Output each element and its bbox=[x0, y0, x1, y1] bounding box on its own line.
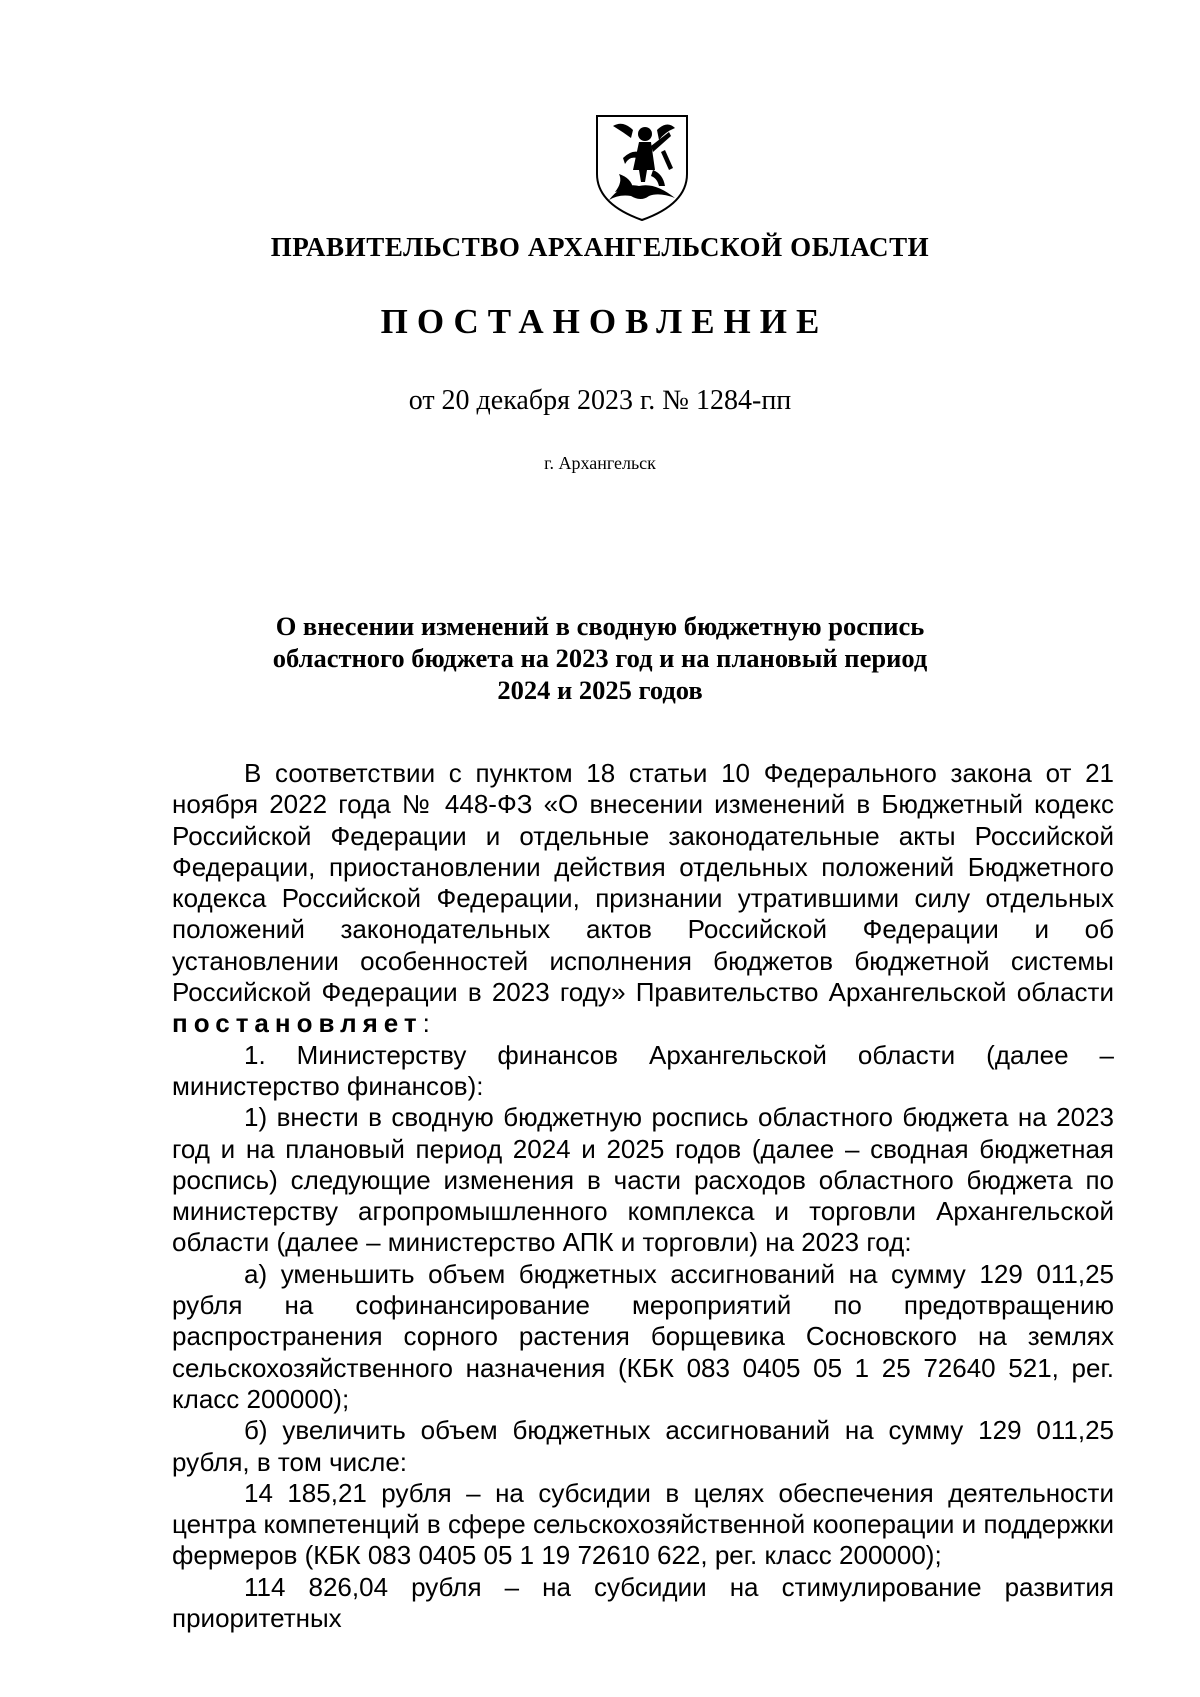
paragraph-item-1: 1. Министерству финансов Архангельской области (далее – министерство финансов): bbox=[172, 1039, 1114, 1101]
decree-colon: : bbox=[422, 1008, 430, 1039]
document-subject bbox=[150, 610, 1050, 706]
paragraph-item-1-1: 1) внести в сводную бюджетную роспись областного бюджета на 2023 год и на плановый период 2024 и 2025 годов (далее – сводная бюджетная роспись) следующие изменения в части расходов областного бюджета по министерству агропромышленного комплекса и торговли Архангельской области (далее – министерство АПК и торговли) на 2023 год: bbox=[172, 1102, 1114, 1258]
subject-line: О внесении изменений в сводную бюджетную роспись bbox=[275, 611, 925, 641]
decree-word: постановляет bbox=[172, 1008, 423, 1039]
document-body bbox=[172, 758, 1114, 1634]
subject-line: 2024 и 2025 годов bbox=[497, 675, 703, 705]
document-city: г. Архангельск bbox=[544, 453, 656, 473]
government-name: ПРАВИТЕЛЬСТВО АРХАНГЕЛЬСКОЙ ОБЛАСТИ bbox=[270, 232, 930, 262]
document-type: ПОСТАНОВЛЕНИЕ bbox=[380, 302, 829, 341]
paragraph-item-b-2: 114 826,04 рубля – на субсидии на стимулирование развития приоритетных bbox=[172, 1571, 1114, 1634]
document-date-number: от 20 декабря 2023 г. № 1284-пп bbox=[408, 385, 792, 416]
paragraph-item-b: б) увеличить объем бюджетных ассигнований на сумму 129 011,25 рубля, в том числе: bbox=[172, 1415, 1114, 1477]
coat-of-arms-icon bbox=[593, 112, 691, 224]
preamble-paragraph bbox=[172, 758, 1114, 1040]
subject-line: областного бюджета на 2023 год и на плановый период bbox=[272, 643, 928, 673]
paragraph-item-b-1: 14 185,21 рубля – на субсидии в целях обеспечения деятельности центра компетенций в сфере сельскохозяйственной кооперации и поддержки фермеров (КБК 083 0405 05 1 19 72610 622, рег. класс 200000); bbox=[172, 1477, 1114, 1571]
preamble-text: В соответствии с пунктом 18 статьи 10 Федерального закона от 21 ноября 2022 года № 448-ФЗ «О внесении изменений в Бюджетный кодекс Российской Федерации и отдельные законодательные акты Российской Федерации, приостановлении действия отдельных положений Бюджетного кодекса Российской Федерации, признании утратившими силу отдельных положений законодательных актов Российской Федерации и об установлении особенностей исполнения бюджетов бюджетной системы Российской Федерации в 2023 году» Правительство Архангельской области bbox=[172, 758, 1114, 1008]
paragraph-item-a: а) уменьшить объем бюджетных ассигнований на сумму 129 011,25 рубля на софинансирование мероприятий по предотвращению распространения сорного растения борщевика Сосновского на землях сельскохозяйственного назначения (КБК 083 0405 05 1 25 72640 521, рег. класс 200000); bbox=[172, 1258, 1114, 1414]
